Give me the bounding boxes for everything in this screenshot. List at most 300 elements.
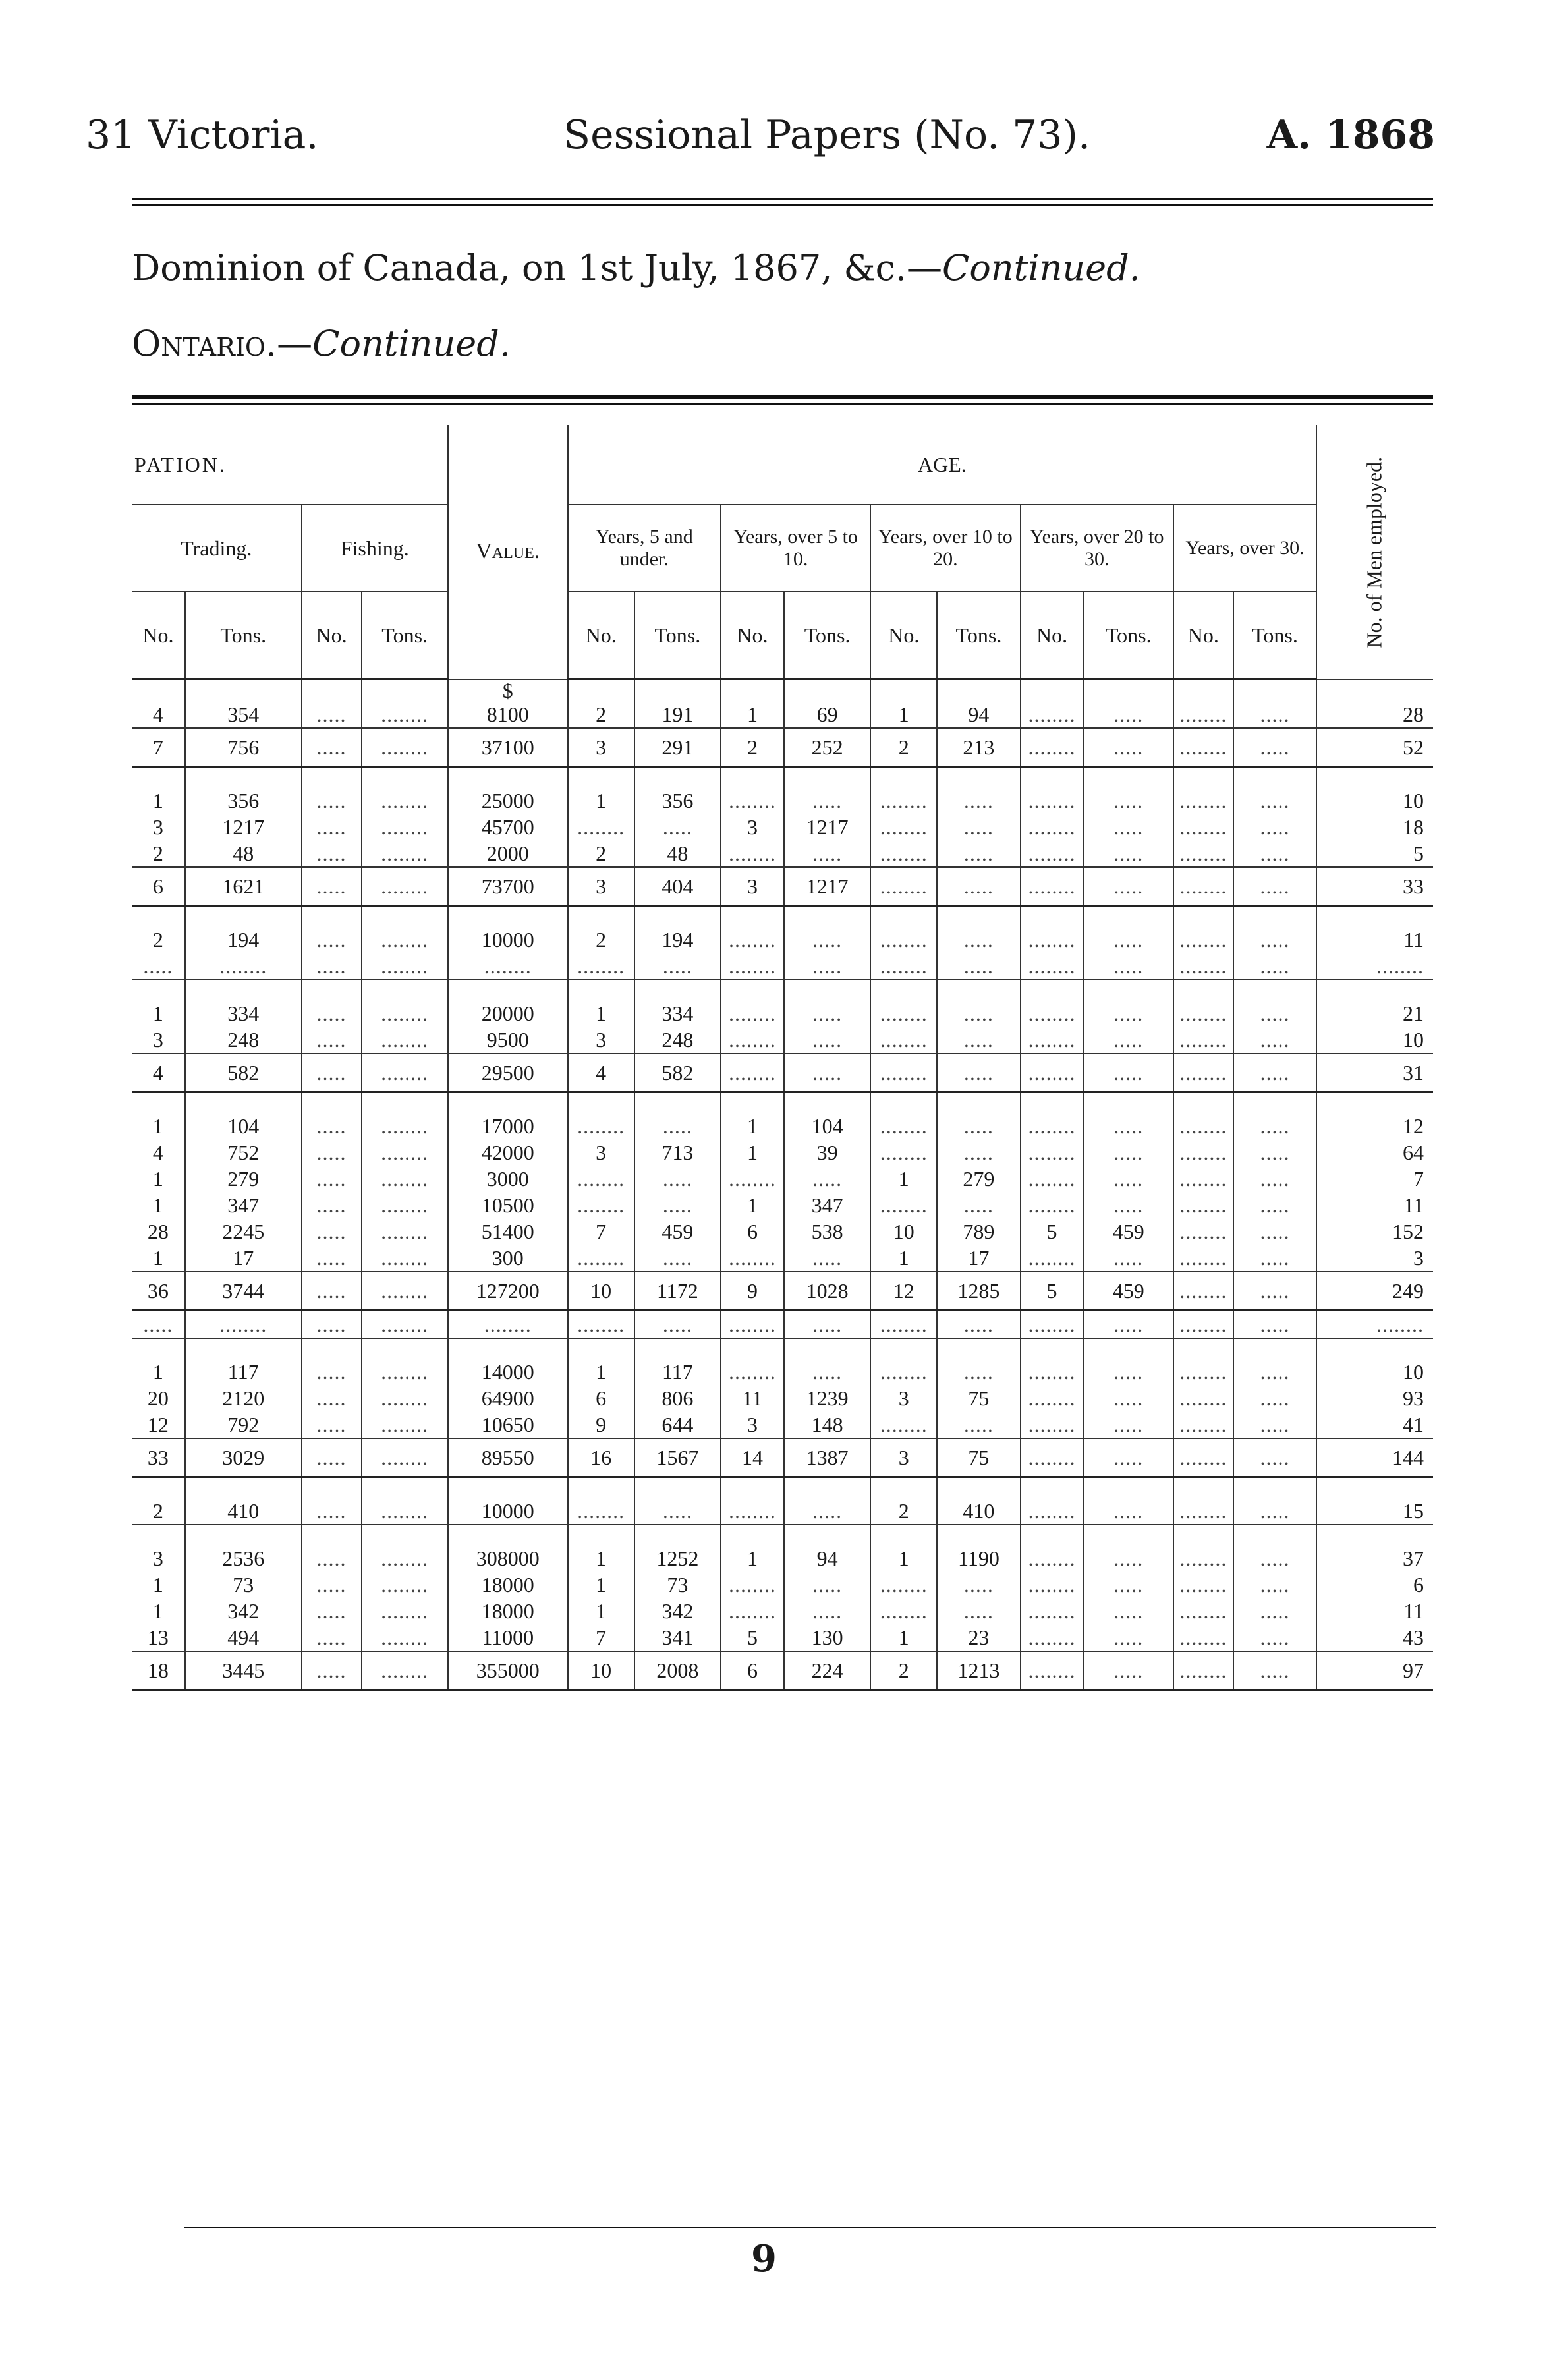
table-cell: 1213 [937,1651,1020,1690]
spacer-cell [721,1477,784,1498]
spacer-cell [132,905,185,926]
age-5-10-header: Years, over 5 to 10. [721,505,870,592]
table-cell: 1 [152,1001,163,1025]
leader-dots: ........ [1021,1166,1084,1192]
spacer-row [132,980,1433,1000]
leader-dots: ........ [721,1598,784,1624]
leader-dots: ........ [870,926,937,953]
trading-tons-header: Tons. [185,592,302,679]
leader-dots: ........ [362,1192,448,1218]
leader-dots: ........ [870,1027,937,1054]
table-cell: 8100 [448,701,568,728]
table-cell: 1190 [937,1545,1020,1572]
table-cell: 3 [721,867,784,906]
spacer-row [132,905,1433,926]
leader-dots: ........ [362,1385,448,1411]
leader-dots: ........ [362,1310,448,1338]
men-employed-cell: 10 [1316,1027,1433,1054]
leader-dots: ..... [302,1166,362,1192]
table-cell: 410 [937,1498,1020,1525]
table-row [132,1624,1433,1651]
leader-dots: ........ [721,1000,784,1027]
table-cell: 1239 [784,1385,870,1411]
leader-dots: ........ [870,1192,937,1218]
leader-dots: ..... [1084,840,1173,867]
spacer-cell [448,1092,568,1113]
spacer-cell [1233,1477,1316,1498]
table-cell: 18 [132,1651,185,1690]
leader-dots: ........ [362,1272,448,1311]
leader-dots: ........ [1021,867,1084,906]
leader-dots: ..... [634,1166,721,1192]
spacer-cell [448,679,568,701]
table-cell: 1 [152,1193,163,1217]
leader-dots: ........ [1173,1027,1233,1054]
table-row [132,1000,1433,1027]
total-row [132,1438,1433,1477]
table-top-rule [132,395,1433,399]
leader-dots: ..... [634,953,721,980]
table-cell: 1252 [634,1545,721,1572]
table-cell: 3 [152,814,163,839]
leader-dots: ........ [870,840,937,867]
men-employed-cell: 31 [1316,1054,1433,1092]
leader-dots: ........ [721,1245,784,1272]
trading-header: Trading. [132,505,302,592]
spacer-cell [870,766,937,787]
statistics-table [132,425,1433,1691]
leader-dots: ........ [568,1498,634,1525]
table-cell: 14 [721,1438,784,1477]
leader-dots: ........ [1173,1438,1233,1477]
age-over-30-header: Years, over 30. [1173,505,1316,592]
leader-dots: ........ [1021,1027,1084,1054]
age-20-30-header: Years, over 20 to 30. [1021,505,1173,592]
spacer-cell [132,1092,185,1113]
leader-dots: ........ [362,1054,448,1092]
spacer-row [132,766,1433,787]
leader-dots: ........ [870,953,937,980]
header-papers: Sessional Papers (No. 73). [563,112,1091,158]
leader-dots: ..... [1084,1027,1173,1054]
spacer-cell [1173,980,1233,1000]
table-cell: 644 [634,1411,721,1438]
spacer-cell [302,766,362,787]
spacer-cell [132,980,185,1000]
leader-dots: ..... [634,1310,721,1338]
leader-dots: ........ [568,1192,634,1218]
leader-dots: ..... [1084,1310,1173,1338]
spacer-cell [302,1092,362,1113]
leader-dots: ..... [302,1113,362,1139]
leader-dots: ..... [1084,1651,1173,1690]
table-cell: 28 [147,1219,169,1243]
spacer-cell [937,679,1020,701]
leader-dots: ..... [1233,1192,1316,1218]
trading-no-header: No. [132,592,185,679]
spacer-cell [870,1525,937,1545]
leader-dots: ..... [302,787,362,814]
leader-dots: ..... [937,814,1020,840]
table-cell: 356 [185,787,302,814]
men-employed-cell: 28 [1316,701,1433,728]
leader-dots: ..... [1084,1139,1173,1166]
spacer-cell [937,980,1020,1000]
leader-dots: ........ [362,1411,448,1438]
leader-dots: ..... [937,1000,1020,1027]
leader-dots: ........ [1021,926,1084,953]
table-cell: 3 [721,1411,784,1438]
spacer-cell [362,766,448,787]
table-cell: 213 [937,728,1020,767]
spacer-cell [784,980,870,1000]
table-cell: 789 [937,1218,1020,1245]
leader-dots: ........ [870,1572,937,1598]
province-name: Ontario.— [132,323,313,364]
leader-dots: ........ [1173,926,1233,953]
spacer-row [132,1092,1433,1113]
leader-dots: ........ [362,814,448,840]
spacer-cell [1233,1525,1316,1545]
total-row [132,867,1433,906]
spacer-cell [132,679,185,701]
leader-dots: ..... [302,701,362,728]
leader-dots: ..... [1233,1651,1316,1690]
table-cell: 20000 [448,1000,568,1027]
table-cell: 3 [132,1027,185,1054]
spacer-cell [870,905,937,926]
leader-dots: ........ [1021,1651,1084,1690]
leader-dots: ..... [1233,926,1316,953]
spacer-cell [362,1477,448,1498]
leader-dots: ..... [1233,953,1316,980]
leader-dots: ........ [1173,1054,1233,1092]
table-cell: 11000 [448,1624,568,1651]
leader-dots: ........ [185,953,302,980]
spacer-cell [937,766,1020,787]
table-cell: 1028 [784,1272,870,1311]
table-cell: 6 [132,867,185,906]
table-cell: 10 [870,1218,937,1245]
age3-no-header: No. [870,592,937,679]
leader-dots: ..... [1233,1411,1316,1438]
table-cell: 1 [721,1139,784,1166]
leader-dots: ..... [1233,1027,1316,1054]
bottom-rule [184,2227,1436,2228]
spacer-cell [1316,679,1433,701]
leader-dots: ........ [362,1572,448,1598]
leader-dots: ........ [721,1310,784,1338]
table-cell: 5 [1021,1218,1084,1245]
leader-dots: ........ [1173,1166,1233,1192]
table-cell: 1 [152,1359,163,1384]
spacer-cell [784,766,870,787]
leader-dots: ..... [302,1000,362,1027]
total-row [132,1272,1433,1311]
leader-dots: ........ [870,1113,937,1139]
table-cell: 10000 [448,926,568,953]
leader-dots: ..... [937,787,1020,814]
table-cell: 1 [568,1000,634,1027]
men-employed-cell: 12 [1316,1113,1433,1139]
leader-dots: ..... [1084,1438,1173,1477]
leader-dots: ..... [937,867,1020,906]
leader-dots: ..... [132,953,185,980]
table-cell: 2 [870,1651,937,1690]
leader-dots: ........ [185,1310,302,1338]
spacer-cell [132,1525,185,1545]
leader-dots: ........ [1021,1310,1084,1338]
leader-dots: ........ [1173,814,1233,840]
table-cell: 10 [568,1272,634,1311]
spacer-cell [302,1477,362,1498]
table-cell: 354 [185,701,302,728]
table-cell: 3 [152,1546,163,1570]
table-cell: 51400 [448,1218,568,1245]
table-cell: 494 [185,1624,302,1651]
table-cell: 45700 [448,814,568,840]
province-continued: Continued. [312,323,511,364]
spacer-cell [1084,980,1173,1000]
leader-dots: ........ [362,1498,448,1525]
leader-dots: ..... [1084,1000,1173,1027]
table-cell: 104 [185,1113,302,1139]
leader-dots: ..... [1233,1545,1316,1572]
leader-dots: ........ [1021,1598,1084,1624]
table-cell: 2 [568,840,634,867]
spacer-cell [870,679,937,701]
leader-dots: ..... [1233,1598,1316,1624]
spacer-cell [568,766,634,787]
spacer-cell [784,679,870,701]
spacer-cell [1084,1525,1173,1545]
leader-dots: ........ [448,953,568,980]
leader-dots: ........ [721,1359,784,1385]
leader-dots: ........ [721,953,784,980]
leader-dots: ........ [362,787,448,814]
men-employed-cell: 11 [1316,1598,1433,1624]
leader-dots: ..... [1233,1359,1316,1385]
table-cell: 248 [634,1027,721,1054]
leader-dots: ..... [1084,1624,1173,1651]
leader-dots: ..... [302,1139,362,1166]
table-cell: 341 [634,1624,721,1651]
table-cell: 347 [185,1192,302,1218]
spacer-cell [1021,1525,1084,1545]
header-rule [132,198,1433,200]
table-cell: 1 [721,1545,784,1572]
table-cell: 191 [634,701,721,728]
age4-tons-header: Tons. [1084,592,1173,679]
leader-dots: ........ [568,1245,634,1272]
table-row [132,1113,1433,1139]
table-body [132,679,1433,1690]
men-employed-cell: 152 [1316,1218,1433,1245]
men-employed-cell: 7 [1316,1166,1433,1192]
spacer-cell [1316,980,1433,1000]
leader-dots: ..... [302,1310,362,1338]
leader-dots: ........ [362,1245,448,1272]
table-cell: 1217 [784,867,870,906]
table-cell: 9 [568,1411,634,1438]
leader-dots: ..... [937,1054,1020,1092]
table-cell: 2000 [448,840,568,867]
table-cell: 1 [721,1192,784,1218]
table-cell: 17 [937,1245,1020,1272]
spacer-cell [1316,766,1433,787]
table-cell: 2 [152,927,163,951]
table-cell: 13 [132,1624,185,1651]
leader-dots: ..... [784,1166,870,1192]
leader-dots: ........ [362,1113,448,1139]
table-cell: 1 [568,1598,634,1624]
table-cell: 2 [132,1498,185,1525]
spacer-cell [870,1338,937,1359]
table-cell: 279 [937,1166,1020,1192]
table-cell: 582 [634,1054,721,1092]
table-cell: 752 [185,1139,302,1166]
leader-dots: ..... [1233,814,1316,840]
spacer-cell [362,679,448,701]
age4-no-header: No. [1021,592,1084,679]
leader-dots: ..... [302,728,362,767]
leader-dots: ........ [1173,1498,1233,1525]
men-employed-cell: 43 [1316,1624,1433,1651]
table-cell: 9 [721,1272,784,1311]
table-cell: 3 [870,1385,937,1411]
leader-dots: ........ [870,1139,937,1166]
leader-dots: ........ [362,728,448,767]
leader-dots: ..... [937,1192,1020,1218]
header-year: A. 1868 [1266,112,1435,158]
leader-dots: ..... [784,953,870,980]
leader-dots: ........ [1173,1113,1233,1139]
fishing-header: Fishing. [302,505,448,592]
leader-dots: ..... [1084,1245,1173,1272]
table-cell: 4 [152,1140,163,1164]
leader-dots: ........ [721,1572,784,1598]
table-cell: 29500 [448,1054,568,1092]
leader-dots: ........ [568,1113,634,1139]
table-row [132,840,1433,867]
spacer-cell [634,1525,721,1545]
table-cell: 334 [185,1000,302,1027]
leader-dots: ........ [870,1054,937,1092]
leader-dots: ........ [721,1166,784,1192]
men-employed-cell: 5 [1316,840,1433,867]
table-cell: 3 [568,867,634,906]
table-cell: 39 [784,1139,870,1166]
table-cell: 806 [634,1385,721,1411]
table-row [132,1359,1433,1385]
table-cell: 1 [870,701,937,728]
leader-dots: ..... [634,1498,721,1525]
leader-dots: ........ [1021,1624,1084,1651]
age1-tons-header: Tons. [634,592,721,679]
leader-dots: ........ [1021,1572,1084,1598]
spacer-cell [568,679,634,701]
table-cell: 1 [721,1113,784,1139]
men-employed-cell: 18 [1316,814,1433,840]
spacer-cell [448,905,568,926]
leader-dots: ..... [937,1139,1020,1166]
spacer-cell [362,980,448,1000]
table-cell: 48 [185,840,302,867]
table-cell: 33 [132,1438,185,1477]
leader-dots: ........ [870,867,937,906]
leader-dots: ..... [784,1027,870,1054]
leader-dots: ........ [721,1054,784,1092]
age-5-under-header: Years, 5 and under. [568,505,721,592]
leader-dots: ..... [784,1598,870,1624]
leader-dots: ..... [302,1054,362,1092]
spacer-cell [870,980,937,1000]
leader-dots: ........ [1173,867,1233,906]
leader-dots: ..... [1084,728,1173,767]
table-cell: 94 [937,701,1020,728]
total-row [132,1651,1433,1690]
leader-dots: ..... [937,1113,1020,1139]
table-cell: 10500 [448,1192,568,1218]
table-cell: 342 [185,1598,302,1624]
age3-tons-header: Tons. [937,592,1020,679]
leader-dots: ........ [362,953,448,980]
table-cell: 279 [185,1166,302,1192]
spacer-cell [568,1092,634,1113]
table-cell: 713 [634,1139,721,1166]
table-cell: 334 [634,1000,721,1027]
table-cell: 1 [152,788,163,812]
table-cell: 69 [784,701,870,728]
spacer-cell [302,679,362,701]
table-row [132,1027,1433,1054]
table-cell: 6 [721,1218,784,1245]
table-cell: 10650 [448,1411,568,1438]
table-cell: 2120 [185,1385,302,1411]
men-employed-cell: 6 [1316,1572,1433,1598]
leader-dots: ..... [1233,1272,1316,1311]
spacer-cell [1173,1338,1233,1359]
age2-no-header: No. [721,592,784,679]
leader-dots: ..... [1084,814,1173,840]
spacer-cell [634,766,721,787]
leader-dots: ........ [1173,787,1233,814]
leader-dots: ........ [362,1359,448,1385]
spacer-cell [185,980,302,1000]
leader-dots: ........ [448,1310,568,1338]
table-top-rule-thin [132,403,1433,405]
table-cell: 1 [870,1245,937,1272]
age-header: AGE. [568,425,1316,505]
table-cell: 3 [721,814,784,840]
leader-dots: ........ [1021,1000,1084,1027]
leader-dots: ........ [1173,1651,1233,1690]
table-cell: 4 [568,1054,634,1092]
leader-dots: ........ [1021,1359,1084,1385]
leader-dots: ........ [568,814,634,840]
leader-dots: ........ [1173,1245,1233,1272]
leader-dots: ..... [1233,1310,1316,1338]
table-cell: 25000 [448,787,568,814]
men-employed-cell: 11 [1316,926,1433,953]
table-cell: 2 [568,926,634,953]
leader-dots: ..... [1233,867,1316,906]
leader-dots: ..... [302,867,362,906]
leader-dots: ........ [1021,1139,1084,1166]
men-employed-cell: 33 [1316,867,1433,906]
spacer-cell [132,1338,185,1359]
men-employed-cell: 10 [1316,787,1433,814]
